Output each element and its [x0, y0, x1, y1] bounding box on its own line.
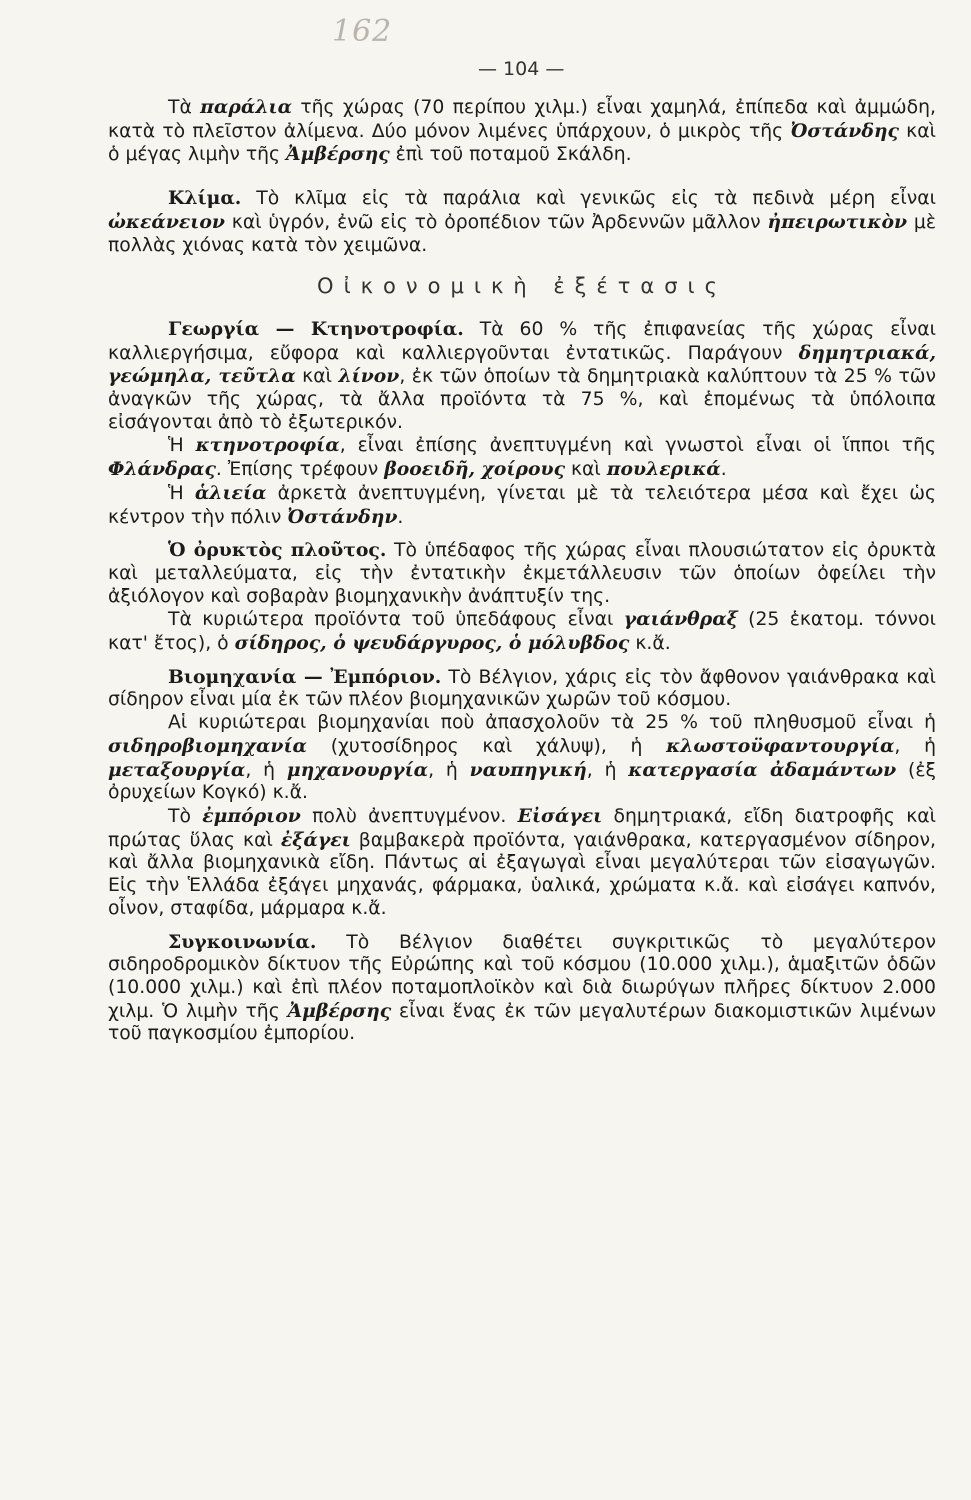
text-run: , ἡ — [894, 735, 936, 757]
text-run: Ἡ — [168, 435, 196, 457]
emphasis-term: μεταξουργία — [108, 758, 246, 781]
text-run: βαμβακερὰ προϊόντα, γαιάνθρακα, κατεργασμένον σίδηρον, καὶ ἄλλα βιομηχανικὰ εἴδη. Πάντως αἱ ἐξαγωγαὶ εἶναι μεγαλύτεραι τῶν εἰσαγωγῶν. Εἰς τὴν Ἑλλάδα ἐξάγει μηχανάς, φάρμακα, ὑαλικά, χρώματα κ.ἄ. καὶ εἰσάγει καπνόν, οἶνον, σταφίδα, μάρμαρα κ.ἄ. — [108, 829, 936, 919]
paragraph-climate — [108, 187, 936, 257]
emphasis-term: ἠπειρωτικὸν — [767, 210, 908, 233]
emphasis-term: Εἰσάγει — [517, 804, 603, 827]
text-run: Οἰκονομικὴ ἐξέτασις — [317, 274, 727, 299]
emphasis-term: Ἀμβέρσης — [286, 143, 390, 166]
emphasis-term: ναυπηγική — [469, 758, 587, 781]
text-run: Τὸ κλῖμα εἰς τὰ παράλια καὶ γενικῶς εἰς τὰ πεδινὰ μέρη εἶναι — [241, 188, 936, 210]
text-run: . — [397, 506, 404, 528]
text-run: ἀρκετὰ ἀνεπτυγμένη, γίνεται μὲ τὰ τελειότερα μέσα καὶ ἔχει ὡς κέντρον τὴν πόλιν — [108, 482, 936, 528]
text-run: εἶναι ἕνας ἐκ τῶν μεγαλυτέρων διακομιστικῶν λιμένων τοῦ παγκοσμίου ἐμπορίου. — [108, 1000, 936, 1045]
text-run: (ἐξ ὀρυχείων Κογκό) κ.ἄ. — [108, 759, 936, 804]
paragraph-heading: Γεωργία — Κτηνοτροφία. — [168, 317, 464, 340]
page-number: — 104 — — [478, 58, 565, 80]
text-run: (χυτοσίδηρος καὶ χάλυψ), ἡ — [307, 735, 667, 757]
emphasis-term: σίδηρος, ὁ ψευδάργυρος, ὁ μόλυβδος — [234, 632, 630, 655]
emphasis-term: Ὀστάνδην — [287, 505, 398, 528]
text-run: Τὸ Βέλγιον διαθέτει συγκριτικῶς τὸ μεγαλύτερον σιδηροδρομικὸν δίκτυον τῆς Εὐρώπης καὶ τοῦ κόσμου (10.000 χιλμ.), ἁμαξιτῶν ὁδῶν (10.000 χιλμ.) καὶ ἐπὶ πλέον ποταμοπλοϊκὸν καὶ διὰ διωρύγων πλῆρες δίκτυον 2.000 χιλμ. Ὁ λιμὴν τῆς — [108, 931, 936, 1022]
emphasis-term: κλωστοϋφαντουργία — [666, 734, 895, 757]
text-run: πολὺ ἀνεπτυγμένον. — [300, 805, 518, 827]
emphasis-term: βοοειδῆ, χοίρους — [384, 458, 566, 481]
text-run: Τὸ — [168, 805, 203, 827]
document-body — [108, 96, 936, 1046]
emphasis-term: Ὀστάνδης — [790, 119, 899, 142]
paragraph-livestock — [108, 434, 936, 481]
text-run: κ.ἄ. — [629, 633, 671, 655]
paragraph-minerals-products — [108, 608, 936, 655]
emphasis-term: σιδηροβιομηχανία — [108, 734, 308, 757]
text-run: Τὸ Βέλγιον, χάρις εἰς τὸν ἄφθονον γαιάνθρακα καὶ σίδηρον εἶναι μία ἐκ τῶν πλέον βιομηχανικῶν χωρῶν τοῦ κόσμου. — [108, 666, 937, 711]
paragraph-coast — [108, 96, 936, 167]
emphasis-term: κτηνοτροφία — [195, 434, 340, 457]
text-run: . — [720, 459, 727, 481]
text-run: τῆς χώρας (70 περίπου χιλμ.) εἶναι χαμηλά, ἐπίπεδα καὶ ἀμμώδη, κατὰ τὸ πλεῖστον ἀλίμενα. Δύο μόνον λιμένες ὑπάρχουν, ὁ μικρὸς τῆς — [108, 97, 937, 142]
text-run: Ἡ — [168, 482, 195, 504]
emphasis-term: παράλια — [200, 96, 293, 118]
paragraph-industry — [108, 666, 936, 712]
text-run: δημητριακά, εἴδη διατροφῆς καὶ πρώτας ὕλας καὶ — [108, 805, 936, 851]
text-run: , ἡ — [245, 759, 287, 781]
paragraph-communications — [108, 931, 936, 1047]
text-run: καὶ — [565, 459, 607, 481]
paragraph-trade — [108, 805, 936, 921]
text-run: Τὸ ὑπέδαφος τῆς χώρας εἶναι πλουσιώτατον εἰς ὀρυκτὰ καὶ μεταλλεύματα, εἰς τὴν ἐντατικὴν ἐκμετάλλευσιν τῶν ὁποίων ὀφείλει τὴν ἀξιόλογον καὶ σοβαρὰν βιομηχανικὴν ἀνάπτυξίν της. — [108, 540, 936, 607]
emphasis-term: Ἀμβέρσης — [287, 999, 392, 1022]
emphasis-term: δημητριακά, γεώμηλα, τεῦτλα — [108, 341, 936, 388]
paragraph-fishing — [108, 482, 936, 529]
emphasis-term: μηχανουργία — [286, 758, 429, 781]
text-run: καὶ ὁ μέγας λιμὴν τῆς — [108, 120, 936, 166]
emphasis-term: ὠκεάνειον — [108, 210, 225, 233]
emphasis-term: πουλερικά — [606, 458, 721, 481]
text-run: . Ἐπίσης τρέφουν — [215, 459, 385, 481]
text-run: , ἐκ τῶν ὁποίων τὰ δημητριακὰ καλύπτουν τὰ 25 % τῶν ἀναγκῶν τῆς χώρας, τὰ ἄλλα προϊόντα τὰ 75 %, καὶ ἑπομένως τὰ ὑπόλοιπα εἰσάγονται ἀπὸ τὸ ἐξωτερικόν. — [108, 366, 936, 433]
emphasis-term: γαιάνθραξ — [623, 608, 738, 631]
emphasis-term: ἐξάγει — [280, 828, 351, 851]
text-run: Τὰ 60 % τῆς ἐπιφανείας τῆς χώρας εἶναι καλλιεργήσιμα, εὔφορα καὶ καλλιεργοῦνται ἐντατικῶς. Παράγουν — [108, 318, 937, 364]
emphasis-term: ἐμπόριον — [202, 804, 301, 827]
paragraph-minerals — [108, 539, 936, 608]
paragraph-heading: Συγκοινωνία. — [168, 930, 317, 953]
text-run: Αἱ κυριώτεραι βιομηχανίαι ποὺ ἀπασχολοῦν τὰ 25 % τοῦ πληθυσμοῦ εἶναι ἡ — [168, 712, 936, 734]
text-run: Τὰ κυριώτερα προϊόντα τοῦ ὑπεδάφους εἶναι — [168, 609, 624, 631]
emphasis-term: ἁλιεία — [194, 481, 267, 504]
emphasis-term: κατεργασία ἀδαμάντων — [628, 758, 897, 781]
text-run: (25 ἑκατομ. τόννοι κατ' ἔτος), ὁ — [108, 609, 936, 655]
text-run: , ἡ — [428, 759, 470, 781]
text-run: μὲ πολλὰς χιόνας κατὰ τὸν χειμῶνα. — [108, 211, 936, 256]
text-run: ἐπὶ τοῦ ποταμοῦ Σκάλδη. — [389, 144, 632, 166]
section-heading — [108, 275, 936, 298]
text-run: καὶ — [295, 366, 339, 388]
emphasis-term: Φλάνδρας — [108, 458, 216, 481]
text-run: Τὰ — [168, 97, 201, 118]
handwritten-page-note: 162 — [332, 14, 393, 49]
paragraph-heading: Ὁ ὀρυκτὸς πλοῦτος. — [168, 539, 387, 562]
text-run: , εἶναι ἐπίσης ἀνεπτυγμένη καὶ γνωστοὶ εἶναι οἱ ἵπποι τῆς — [339, 435, 937, 457]
paragraph-industries — [108, 712, 936, 805]
paragraph-heading: Βιομηχανία — Ἐμπόριον. — [168, 665, 442, 688]
paragraph-agriculture — [108, 318, 936, 435]
text-run: καὶ ὑγρόν, ἐνῶ εἰς τὸ ὀροπέδιον τῶν Ἀρδεννῶν μᾶλλον — [224, 211, 768, 233]
text-run: , ἡ — [586, 759, 629, 781]
paragraph-heading: Κλίμα. — [168, 187, 242, 210]
emphasis-term: λίνον — [338, 365, 400, 388]
